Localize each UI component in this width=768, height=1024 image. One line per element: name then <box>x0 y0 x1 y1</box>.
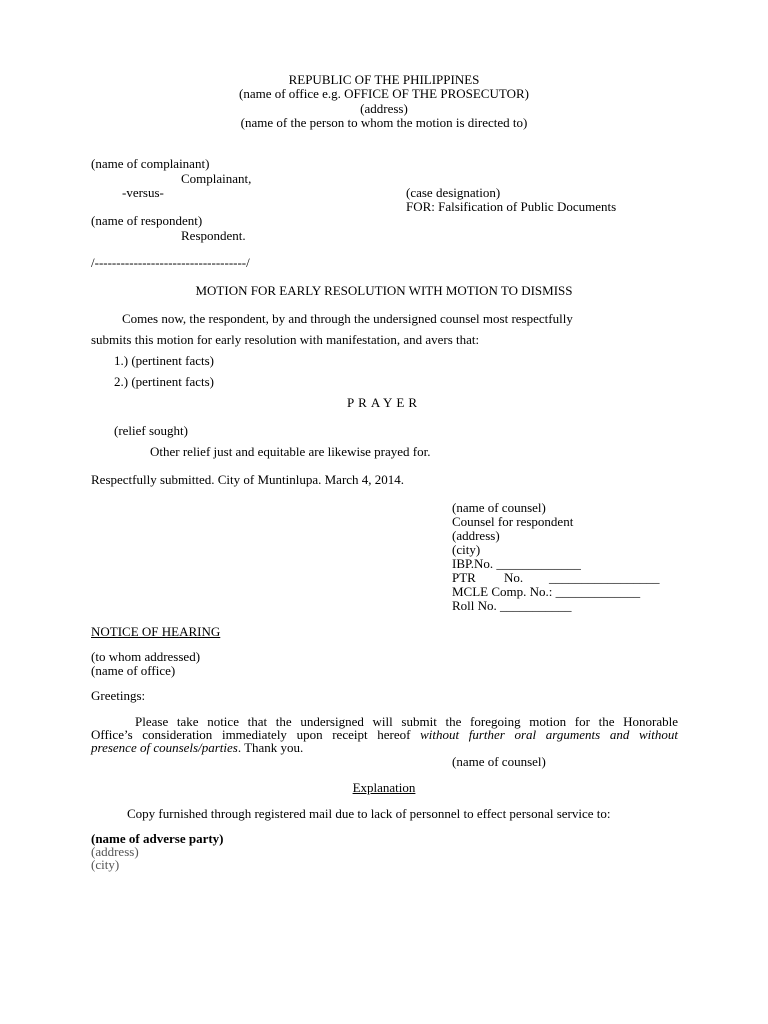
notice-greetings: Greetings: <box>91 688 146 703</box>
notice-body-line1: Please take notice that the undersigned will submit the foregoing motion for the Honorable <box>135 714 678 729</box>
adverse-party-name: (name of adverse party) <box>91 831 224 846</box>
office-suffix: ) <box>524 86 529 101</box>
other-relief: Other relief just and equitable are likewise prayed for. <box>150 444 431 459</box>
header-address: (address) <box>360 101 408 116</box>
signature-ptr-line: _________________ <box>549 570 660 585</box>
notice-body-line3 <box>91 741 303 755</box>
signature-roll: Roll No. ___________ <box>452 598 572 613</box>
case-designation: (case designation) <box>406 185 501 200</box>
notice-heading: NOTICE OF HEARING <box>91 624 221 639</box>
header-directed-to: (name of the person to whom the motion is directed to) <box>240 115 528 130</box>
header-office <box>0 87 768 101</box>
signature-name: (name of counsel) <box>452 500 546 515</box>
complainant-role: Complainant, <box>181 171 252 186</box>
relief-sought: (relief sought) <box>114 423 189 438</box>
complainant-name: (name of complainant) <box>91 156 210 171</box>
motion-intro-line2: submits this motion for early resolution with manifestation, and avers that: <box>91 332 480 347</box>
caption-separator: /-----------------------------------/ <box>91 255 250 270</box>
notice-body-line3-plain: . Thank you. <box>237 740 304 755</box>
motion-title: MOTION FOR EARLY RESOLUTION WITH MOTION TO DISMISS <box>195 283 573 298</box>
notice-body-line2-plain: Office’s consideration immediately upon receipt hereof <box>91 727 421 742</box>
respondent-role: Respondent. <box>181 228 246 243</box>
motion-item-1: 1.) (pertinent facts) <box>114 353 214 368</box>
case-charge: FOR: Falsification of Public Documents <box>406 199 617 214</box>
signature-city: (city) <box>452 542 481 557</box>
signature-address: (address) <box>452 528 500 543</box>
notice-counsel: (name of counsel) <box>452 754 546 769</box>
notice-office: (name of office) <box>91 663 176 678</box>
respondent-name: (name of respondent) <box>91 213 203 228</box>
explanation-heading: Explanation <box>352 780 416 795</box>
signature-ptr-label: PTR <box>452 570 476 585</box>
versus-label: -versus- <box>122 185 164 200</box>
office-name: OFFICE OF THE PROSECUTOR <box>344 86 525 101</box>
header-country: REPUBLIC OF THE PHILIPPINES <box>288 72 480 87</box>
adverse-party-address: (address) <box>91 844 139 859</box>
motion-item-2: 2.) (pertinent facts) <box>114 374 214 389</box>
signature-mcle: MCLE Comp. No.: _____________ <box>452 584 641 599</box>
signature-ibp: IBP.No. _____________ <box>452 556 581 571</box>
explanation-text: Copy furnished through registered mail due to lack of personnel to effect personal service to: <box>127 806 611 821</box>
prayer-heading: PRAYER <box>346 395 422 410</box>
respectfully-submitted: Respectfully submitted. City of Muntinlupa. March 4, 2014. <box>91 472 405 487</box>
motion-intro-line1: Comes now, the respondent, by and through the undersigned counsel most respectfully <box>122 311 573 326</box>
notice-to-whom: (to whom addressed) <box>91 649 201 664</box>
notice-body-line3-italic: presence of counsels/parties <box>91 740 238 755</box>
signature-ptr-no: No. <box>504 570 524 585</box>
signature-role: Counsel for respondent <box>452 514 574 529</box>
office-prefix: (name of office e.g. <box>239 86 345 101</box>
adverse-party-city: (city) <box>91 857 120 872</box>
notice-body-line2-italic: without further oral arguments and without <box>420 727 678 742</box>
